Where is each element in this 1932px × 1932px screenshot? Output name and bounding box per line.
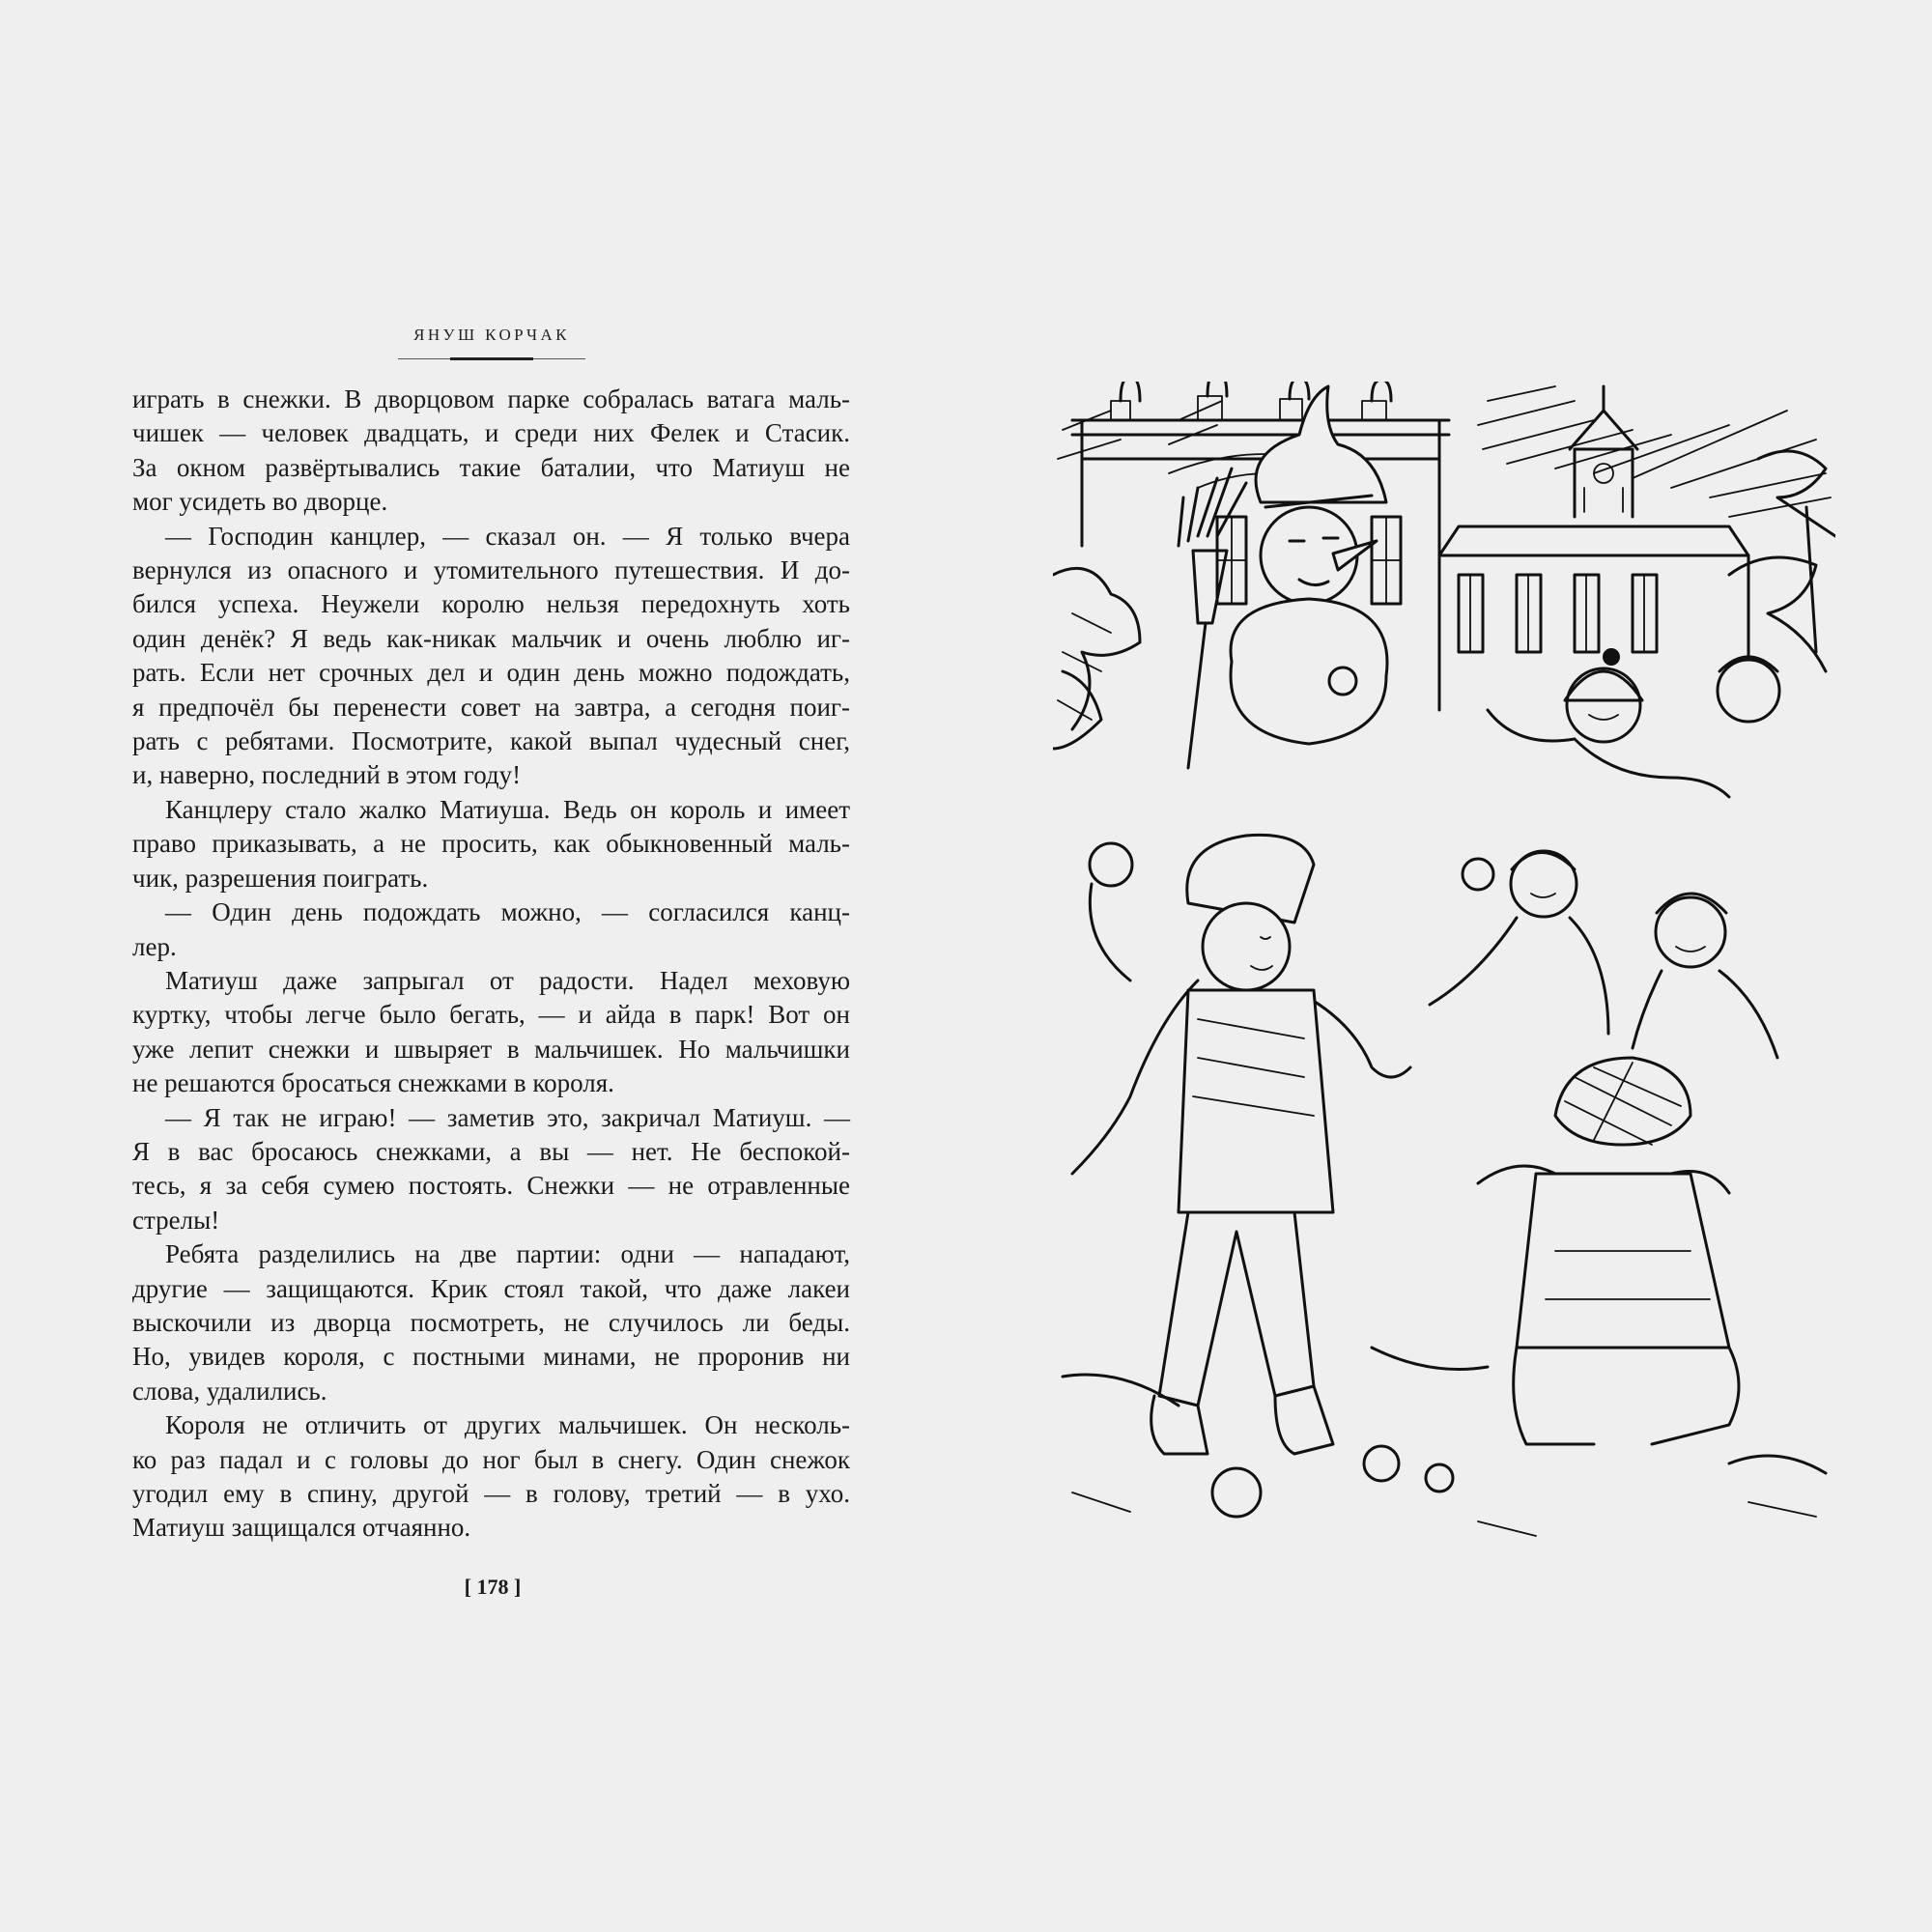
text-line: слова, удалились.	[132, 1376, 327, 1406]
clock-tower	[1570, 386, 1637, 517]
text-line: Ребята разделились на две партии: одни — нападают,	[165, 1239, 850, 1269]
text-line: Матиуш защищался отчаянно.	[132, 1513, 471, 1543]
crouching-boy	[1478, 1058, 1739, 1444]
text-line: и, наверно, последний в этом году!	[132, 760, 522, 790]
text-line: чик, разрешения поиграть.	[132, 863, 429, 893]
text-line: вернулся из опасного и утомительного путешествия. И до-	[132, 555, 850, 585]
snowman	[1231, 386, 1387, 744]
text-line: рать. Если нет срочных дел и один день можно подождать,	[132, 658, 850, 688]
snowball-fight-illustration	[1053, 382, 1835, 1565]
text-line: другие — защищаются. Крик стоял такой, что даже лакеи	[132, 1273, 850, 1303]
boys-group-right	[1430, 649, 1779, 1058]
text-line: Матиуш даже запрыгал от радости. Надел меховую	[165, 965, 850, 995]
text-line: — Я так не играю! — заметив это, закричал Матиуш. —	[165, 1102, 850, 1132]
text-line: бился успеха. Неужели королю нельзя передохнуть хоть	[132, 589, 850, 619]
snow-ground	[1063, 1348, 1826, 1536]
text-line: Я в вас бросаюсь снежками, а вы — нет. Не беспокой-	[132, 1136, 850, 1166]
matiush-throwing	[1072, 835, 1410, 1454]
text-line: чишек — человек двадцать, и среди них Фелек и Стасик.	[132, 418, 850, 448]
text-line: Канцлеру стало жалко Матиуша. Ведь он король и имеет	[165, 794, 850, 824]
text-line: — Господин канцлер, — сказал он. — Я только вчера	[165, 521, 850, 551]
running-head-rule	[398, 358, 585, 359]
text-line: ко раз падал и с головы до ног был в снегу. Один снежок	[132, 1444, 850, 1474]
text-line: уже лепит снежки и швыряет в мальчишек. Но мальчишки	[132, 1034, 850, 1064]
text-line: — Один день подождать можно, — согласился канц-	[165, 897, 850, 927]
text-line: куртку, чтобы легче было бегать, — и айда в парк! Вот он	[132, 1000, 850, 1030]
text-line: один денёк? Я ведь как-никак мальчик и очень люблю иг-	[132, 623, 850, 653]
snowy-trees	[1729, 451, 1835, 671]
body-text	[132, 383, 850, 1546]
illustration-drawing	[1053, 382, 1835, 1565]
text-line: стрелы!	[132, 1205, 220, 1235]
text-line: Короля не отличить от других мальчишек. Он несколь-	[165, 1410, 850, 1440]
snowy-bushes-left	[1053, 568, 1140, 749]
page-number: [ 178 ]	[464, 1575, 522, 1599]
text-line: лер.	[132, 931, 177, 961]
text-line: Но, увидев короля, с постными минами, не проронив ни	[132, 1342, 850, 1372]
broom	[1179, 469, 1246, 768]
text-line: я предпочёл бы перенести совет на завтра, а сегодня поиг-	[132, 692, 850, 722]
text-line: право приказывать, а не просить, как обыкновенный маль-	[132, 829, 850, 859]
text-line: выскочили из дворца посмотреть, не случилось ли беды.	[132, 1307, 850, 1337]
sky-hatching	[1058, 386, 1831, 517]
text-line: мог усидеть во дворце.	[132, 487, 388, 517]
text-line: За окном развёртывались такие баталии, что Матиуш не	[132, 452, 850, 482]
text-line: играть в снежки. В дворцовом парке собралась ватага маль-	[132, 384, 850, 413]
text-line: рать с ребятами. Посмотрите, какой выпал чудесный снег,	[132, 726, 850, 756]
running-head: ЯНУШ КОРЧАК	[413, 326, 570, 344]
text-line: не решаются бросаться снежками в короля.	[132, 1068, 614, 1098]
text-line: угодил ему в спину, другой — в голову, третий — в ухо.	[132, 1479, 850, 1508]
text-line: тесь, я за себя сумею постоять. Снежки — не отравленные	[132, 1171, 850, 1201]
